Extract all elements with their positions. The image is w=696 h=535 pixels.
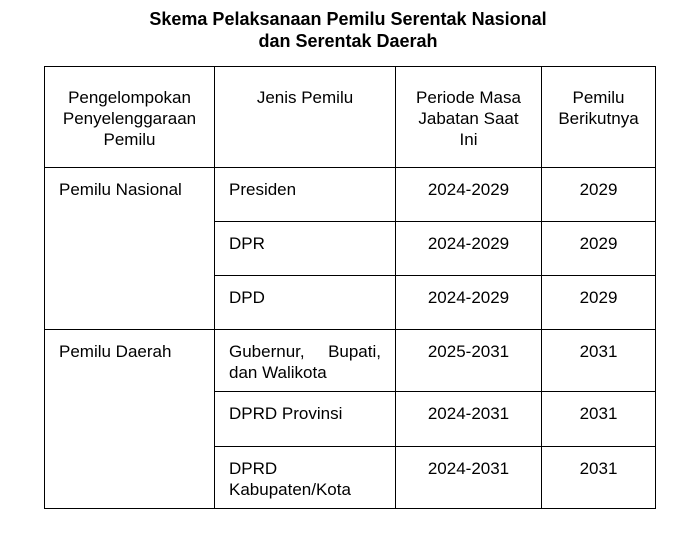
next-election-cell: 2029 [542, 222, 656, 276]
election-type-cell [215, 447, 396, 509]
group-cell-regional: Pemilu Daerah [45, 330, 215, 509]
header-next-election-line-2: Berikutnya [558, 109, 639, 128]
election-type-cell [215, 330, 396, 392]
header-election-type [215, 67, 396, 168]
table-row [45, 168, 656, 222]
election-type-cell: DPD [215, 276, 396, 330]
election-type-word: Gubernur, [229, 342, 305, 361]
next-election-cell: 2031 [542, 392, 656, 447]
document-title [0, 8, 696, 52]
next-election-cell: 2029 [542, 276, 656, 330]
next-election-cell: 2031 [542, 330, 656, 392]
election-type-line-2: Kabupaten/Kota [229, 480, 351, 499]
election-schedule-table [44, 66, 656, 509]
header-grouping-line-3: Pemilu [103, 130, 156, 149]
election-type-cell: DPRD Provinsi [215, 392, 396, 447]
title-line-2: dan Serentak Daerah [258, 31, 438, 51]
current-term-cell: 2024-2029 [396, 222, 542, 276]
election-type-line-2: dan Walikota [229, 363, 327, 382]
current-term-cell: 2024-2031 [396, 447, 542, 509]
header-grouping-line-2: Penyelenggaraan [62, 109, 197, 128]
header-election-type-line-1: Jenis Pemilu [256, 88, 354, 107]
current-term-cell: 2024-2029 [396, 168, 542, 222]
current-term-cell: 2025-2031 [396, 330, 542, 392]
header-grouping-line-1: Pengelompokan [68, 88, 191, 107]
election-type-line-1 [229, 341, 381, 362]
election-type-word: Bupati, [328, 342, 381, 361]
header-current-term [396, 67, 542, 168]
header-grouping [45, 67, 215, 168]
current-term-cell: 2024-2031 [396, 392, 542, 447]
title-line-1: Skema Pelaksanaan Pemilu Serentak Nasional [149, 9, 547, 29]
election-type-cell: DPR [215, 222, 396, 276]
election-type-cell: Presiden [215, 168, 396, 222]
header-current-term-line-2: Jabatan Saat [418, 109, 519, 128]
next-election-cell: 2031 [542, 447, 656, 509]
table-row [45, 330, 656, 392]
header-next-election [542, 67, 656, 168]
next-election-cell: 2029 [542, 168, 656, 222]
election-type-line-1: DPRD [229, 459, 278, 478]
header-next-election-line-1: Pemilu [572, 88, 625, 107]
group-cell-national: Pemilu Nasional [45, 168, 215, 330]
header-current-term-line-3: Ini [459, 130, 478, 149]
current-term-cell: 2024-2029 [396, 276, 542, 330]
table-header-row [45, 67, 656, 168]
header-current-term-line-1: Periode Masa [416, 88, 521, 107]
